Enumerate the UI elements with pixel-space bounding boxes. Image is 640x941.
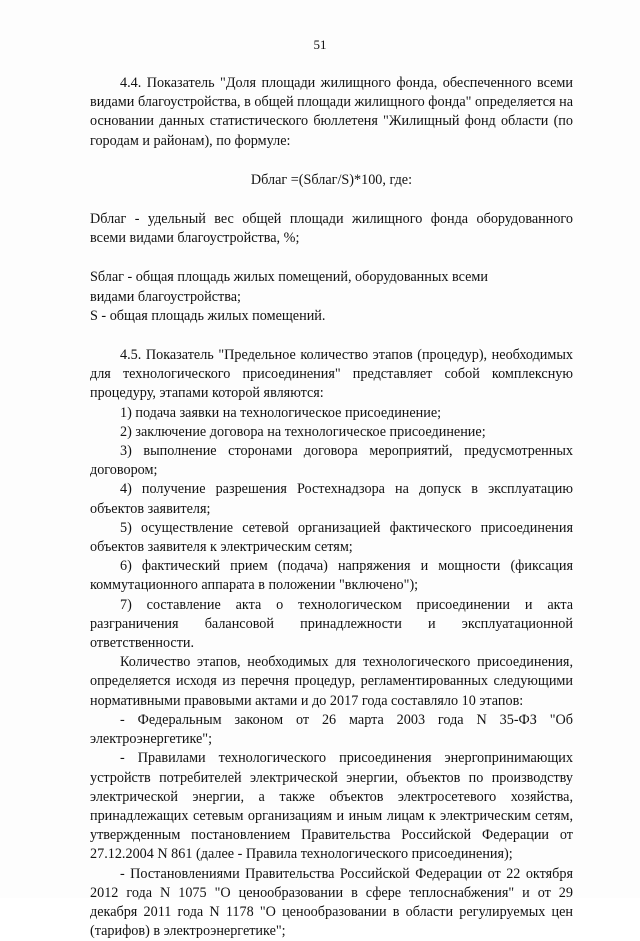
steps-count-text: Количество этапов, необходимых для технологического присоединения, определяется исходя из перечня процедур, регламентированных следующими нормативными правовыми актами и до 2017 года составляло 10 этапов: [90, 654, 573, 709]
step-item: 2) заключение договора на технологическое присоединение; [120, 423, 486, 440]
step-item: 3) выполнение сторонами договора мероприятий, предусмотренных договором; [90, 443, 573, 479]
step-item: 4) получение разрешения Ростехнадзора на допуск в эксплуатацию объектов заявителя; [90, 481, 573, 517]
definition-s-blag: Sблаг - общая площадь жилых помещений, оборудованных всеми видами благоустройства; [90, 269, 488, 305]
legal-act-item: - Правилами технологического присоединения энергопринимающих устройств потребителей электрической энергии, объектов по производству электрической энергии, а также объектов электросетевого хозяйства, принадлежащих сетевым организациям и иным лицам к электрическим сетям, утвержденным постановлением Правительства Российской Федерации от 27.12.2004 N 861 (далее - Правила технологического присоединения); [90, 750, 573, 863]
formula: Dблаг =(Sблаг/S)*100, где: [250, 171, 413, 188]
section-4-5-intro: 4.5. Показатель "Предельное количество этапов (процедур), необходимых для технологического присоединения" представляет собой комплексную процедуру, этапами которой являются: [90, 347, 573, 402]
step-item: 6) фактический прием (подача) напряжения и мощности (фиксация коммутационного аппарата в положении "включено"); [90, 558, 573, 594]
step-item: 7) составление акта о технологическом присоединении и акта разграничения балансовой принадлежности и эксплуатационной ответственности. [90, 596, 573, 652]
section-4-4-intro: 4.4. Показатель "Доля площади жилищного фонда, обеспеченного всеми видами благоустройства, в общей площади жилищного фонда" определяется на основании данных статистического бюллетеня "Жилищный фонд области (по городам и районам), по формуле: [90, 75, 573, 149]
definition-s: S - общая площадь жилых помещений. [90, 307, 326, 324]
legal-act-item: - Постановлениями Правительства Российской Федерации от 22 октября 2012 года N 1075 "О ценообразовании в сфере теплоснабжения" и от 29 декабря 2011 года N 1178 "О ценообразовании в области регулируемых цен (тарифов) в электроэнергетике"; [90, 865, 573, 940]
definition-d-blag: Dблаг - удельный вес общей площади жилищного фонда оборудованного всеми видами благоустройства, %; [90, 211, 573, 247]
page-number: 51 [313, 37, 327, 52]
step-item: 1) подача заявки на технологическое присоединение; [120, 404, 442, 421]
step-item: 5) осуществление сетевой организацией фактического присоединения объектов заявителя к электрическим сетям; [90, 519, 573, 556]
page-body [90, 74, 573, 941]
legal-act-item: - Федеральным законом от 26 марта 2003 года N 35-ФЗ "Об электроэнергетике"; [90, 711, 573, 748]
